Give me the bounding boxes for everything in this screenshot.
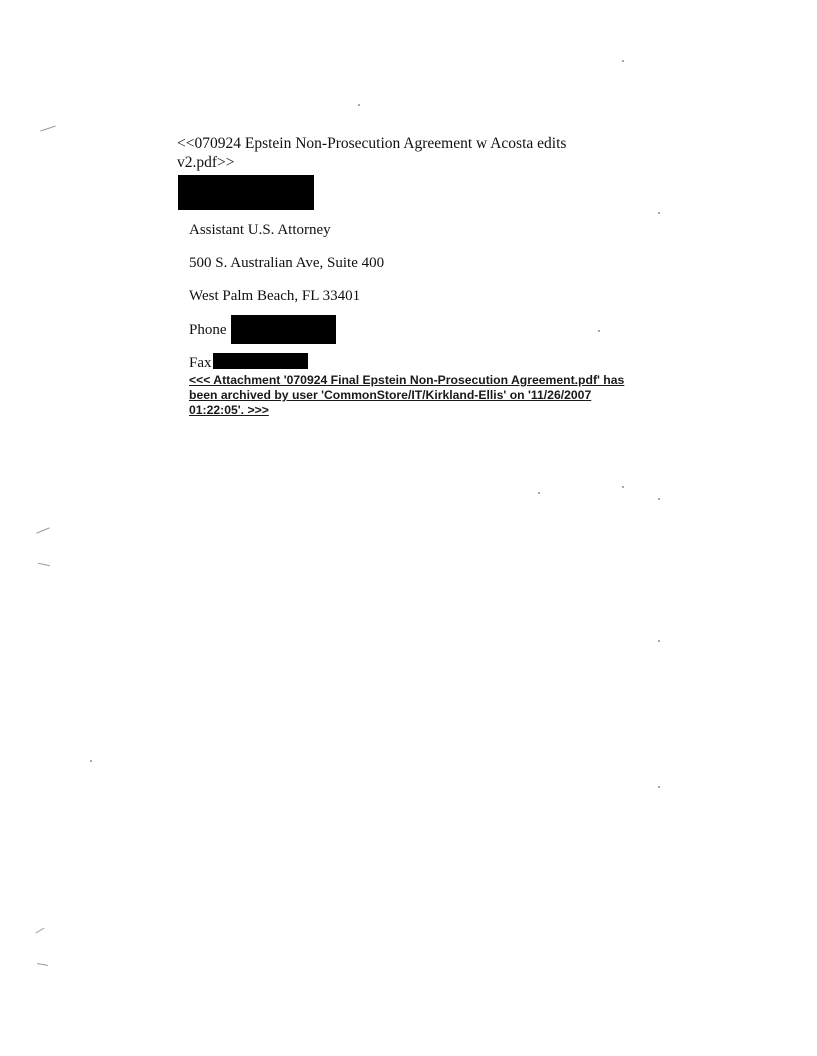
- signature-city: West Palm Beach, FL 33401: [189, 288, 361, 304]
- phone-label: Phone: [189, 322, 227, 338]
- scan-speck: [598, 330, 600, 332]
- signature-address: 500 S. Australian Ave, Suite 400: [189, 255, 385, 271]
- redacted-name-block: [178, 175, 314, 210]
- scan-speck: [658, 786, 660, 788]
- archive-notice-link[interactable]: <<< Attachment '070924 Final Epstein Non-Prosecution Agreement.pdf' has been archived by user 'CommonStore/IT/Kirkland-Ellis' on '11/26/2007 01:22:05'. >>>: [189, 373, 625, 417]
- scan-speck: [658, 498, 660, 500]
- attachment-filename: <<070924 Epstein Non-Prosecution Agreement w Acosta edits v2.pdf>>: [177, 135, 567, 171]
- scan-speck: [90, 760, 92, 762]
- scan-speck: [622, 60, 624, 62]
- scan-speck: [538, 492, 540, 494]
- redacted-fax-block: [213, 353, 308, 369]
- scan-mark: [38, 563, 50, 566]
- scan-speck: [658, 640, 660, 642]
- scan-speck: [658, 212, 660, 214]
- scan-mark: [36, 527, 49, 533]
- scan-mark: [40, 126, 56, 132]
- signature-title: Assistant U.S. Attorney: [189, 222, 331, 238]
- scan-mark: [37, 963, 48, 966]
- scan-mark: [35, 928, 44, 934]
- scan-speck: [358, 104, 360, 106]
- scan-speck: [622, 486, 624, 488]
- redacted-phone-block: [231, 315, 336, 344]
- fax-label: Fax: [189, 355, 212, 371]
